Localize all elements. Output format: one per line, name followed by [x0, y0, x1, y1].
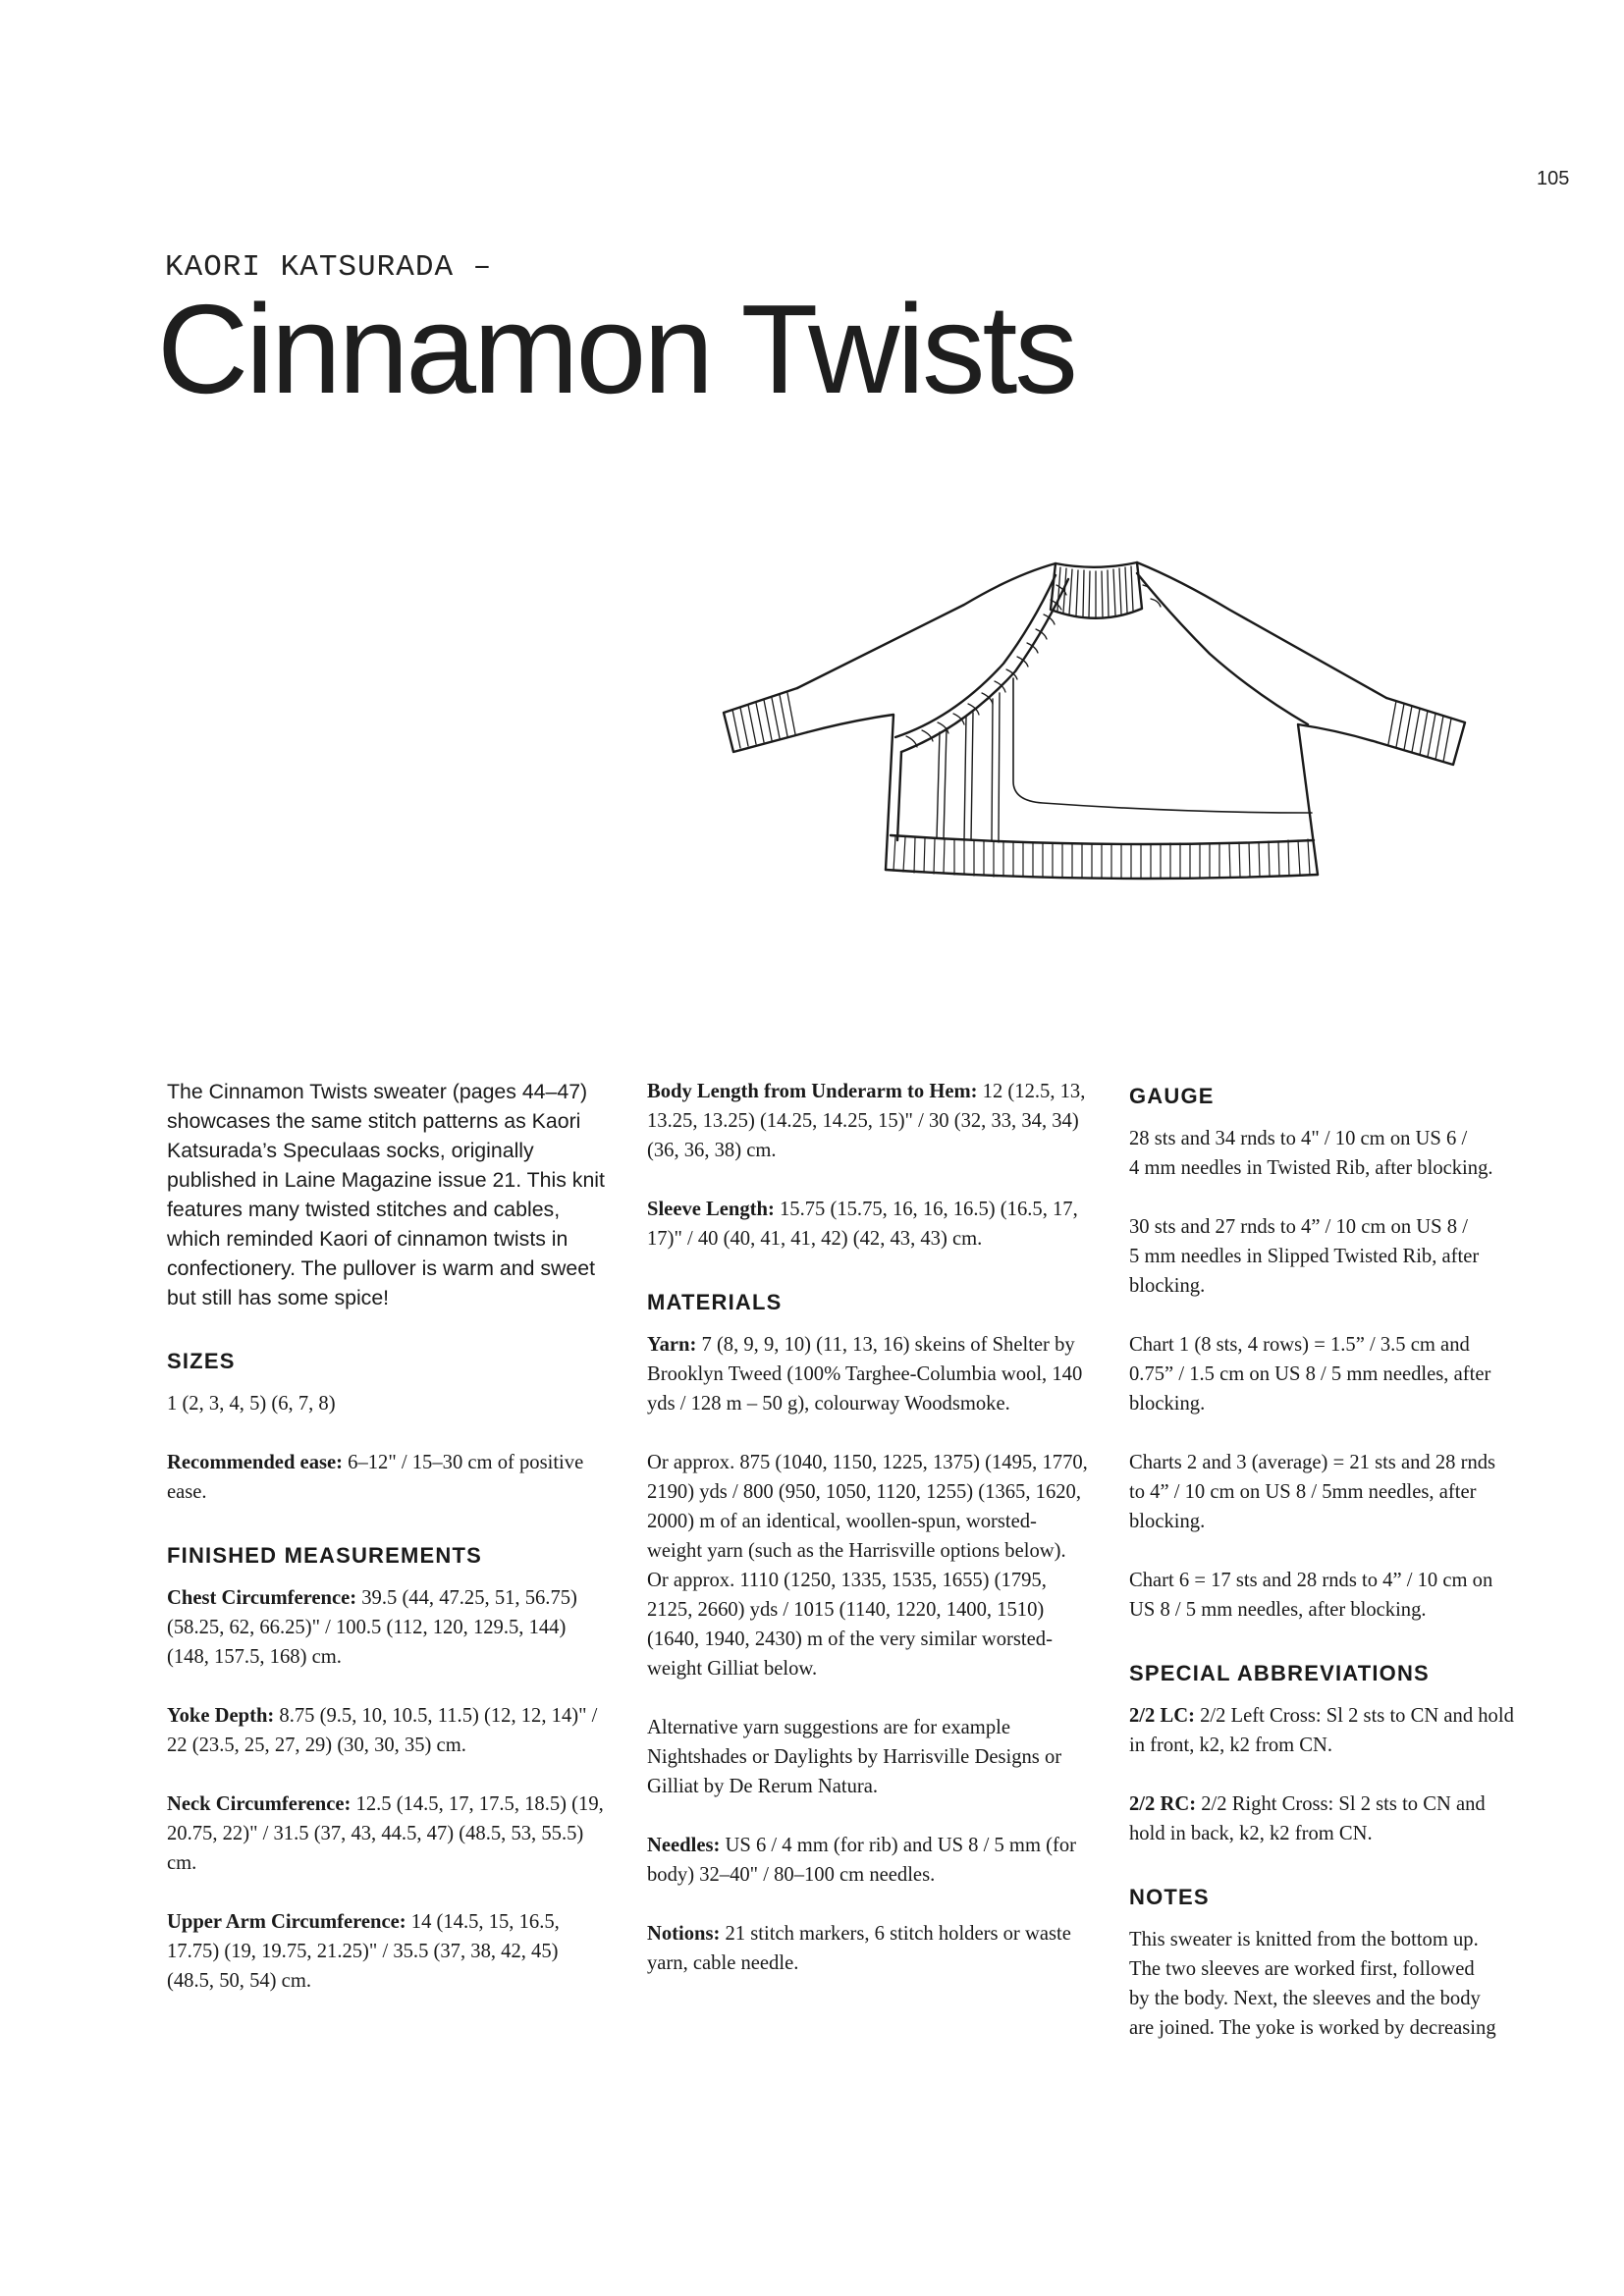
sleeve-length-label: Sleeve Length: [647, 1199, 775, 1220]
arm-label: Upper Arm Circumference: [167, 1911, 406, 1933]
notes-line: The two sleeves are worked first, followed [1129, 1958, 1475, 1980]
ease-text: 6–12" / 15–30 cm of positive ease. [167, 1452, 584, 1503]
abbr-line [1129, 1789, 1581, 1819]
notes-line: are joined. The yoke is worked by decreasing [1129, 2017, 1496, 2039]
gauge-line: 0.75” / 1.5 cm on US 8 / 5 mm needles, after [1129, 1363, 1491, 1385]
ease-label: Recommended ease: [167, 1452, 343, 1473]
author-name: KAORI KATSURADA – [165, 250, 493, 285]
yoke-paragraph [167, 1701, 609, 1760]
abbr-line: hold in back, k2, k2 from CN. [1129, 1823, 1373, 1844]
sizes-heading: SIZES [167, 1349, 236, 1373]
gauge-line: 5 mm needles in Slipped Twisted Rib, after [1129, 1246, 1480, 1267]
yoke-text: 8.75 (9.5, 10, 10.5, 11.5) (12, 12, 14)" / 22 (23.5, 25, 27, 29) (30, 30, 35) cm. [167, 1705, 598, 1756]
column-left [167, 1077, 609, 1996]
gauge-line: US 8 / 5 mm needles, after blocking. [1129, 1599, 1427, 1621]
chest-label: Chest Circumference: [167, 1587, 357, 1609]
gauge-line: 28 sts and 34 rnds to 4" / 10 cm on US 6 / [1129, 1128, 1468, 1149]
lc-text: 2/2 Left Cross: Sl 2 sts to CN and hold [1194, 1705, 1514, 1727]
yarn-label: Yarn: [647, 1334, 697, 1356]
page-number: 105 [1537, 168, 1570, 189]
gauge-line: 30 sts and 27 rnds to 4” / 10 cm on US 8 / [1129, 1216, 1468, 1238]
gauge-line: Chart 6 = 17 sts and 28 rnds to 4” / 10 cm on [1129, 1570, 1493, 1591]
gauge-chart-1 [1129, 1330, 1581, 1418]
notes-line: by the body. Next, the sleeves and the body [1129, 1988, 1481, 2009]
intro-paragraph: The Cinnamon Twists sweater (pages 44–47) showcases the same stitch patterns as Kaori Katsurada’s Speculaas socks, originally published in Laine Magazine issue 21. This knit features many twisted stitches and cables, which reminded Kaori of cinnamon twists in confectionery. The pullover is warm and sweet but still has some spice! [167, 1080, 605, 1309]
body-length-text: 12 (12.5, 13, 13.25, 13.25) (14.25, 14.25, 15)" / 30 (32, 33, 34, 34) (36, 36, 38) cm. [647, 1081, 1086, 1161]
body-length-label: Body Length from Underarm to Hem: [647, 1081, 978, 1102]
notes-heading: NOTES [1129, 1885, 1210, 1909]
notions-text: 21 stitch markers, 6 stitch holders or waste yarn, cable needle. [647, 1923, 1071, 1974]
finished-measurements-heading: FINISHED MEASUREMENTS [167, 1543, 482, 1568]
body-length-paragraph [647, 1077, 1089, 1165]
alternative-yarn-paragraph: Alternative yarn suggestions are for example Nightshades or Daylights by Harrisville Designs or Gilliat by De Rerum Natura. [647, 1717, 1062, 1797]
gauge-line: Charts 2 and 3 (average) = 21 sts and 28 rnds [1129, 1452, 1496, 1473]
gauge-charts-2-3 [1129, 1448, 1581, 1536]
yarn-paragraph [647, 1330, 1089, 1418]
gauge-slipped-rib [1129, 1212, 1581, 1301]
neck-label: Neck Circumference: [167, 1793, 352, 1815]
neck-paragraph [167, 1789, 609, 1878]
gauge-line: 4 mm needles in Twisted Rib, after blocking. [1129, 1157, 1493, 1179]
column-right [1129, 1077, 1581, 2043]
sleeve-length-text: 15.75 (15.75, 16, 16, 16.5) (16.5, 17, 17)" / 40 (40, 41, 41, 42) (42, 43, 43) cm. [647, 1199, 1078, 1250]
arm-paragraph [167, 1907, 609, 1996]
special-abbreviations-heading: SPECIAL ABBREVIATIONS [1129, 1661, 1430, 1685]
lc-label: 2/2 LC: [1129, 1705, 1195, 1727]
gauge-line: to 4” / 10 cm on US 8 / 5mm needles, after [1129, 1481, 1477, 1503]
abbr-left-cross [1129, 1701, 1581, 1760]
gauge-heading: GAUGE [1129, 1084, 1215, 1108]
gauge-line: blocking. [1129, 1275, 1206, 1297]
rc-label: 2/2 RC: [1129, 1793, 1197, 1815]
abbr-line [1129, 1701, 1581, 1731]
column-middle [647, 1077, 1089, 1978]
sweater-line-drawing-icon [719, 556, 1504, 929]
gauge-line: blocking. [1129, 1511, 1206, 1532]
chest-paragraph [167, 1583, 609, 1672]
sizes-text: 1 (2, 3, 4, 5) (6, 7, 8) [167, 1393, 336, 1415]
notes-line: This sweater is knitted from the bottom up. [1129, 1929, 1479, 1950]
gauge-twisted-rib [1129, 1124, 1581, 1183]
notes-paragraph [1129, 1925, 1581, 2043]
abbr-line: in front, k2, k2 from CN. [1129, 1735, 1333, 1756]
gauge-line: blocking. [1129, 1393, 1206, 1415]
needles-text: US 6 / 4 mm (for rib) and US 8 / 5 mm (for body) 32–40" / 80–100 cm needles. [647, 1835, 1076, 1886]
yoke-label: Yoke Depth: [167, 1705, 275, 1727]
approx-paragraph-2: Or approx. 1110 (1250, 1335, 1535, 1655) (1795, 2125, 2660) yds / 1015 (1140, 1220, 1400, 1510) (1640, 1940, 2430) m of the very similar worsted-weight Gilliat below. [647, 1570, 1053, 1680]
chest-text: 39.5 (44, 47.25, 51, 56.75) (58.25, 62, 66.25)" / 100.5 (112, 120, 129.5, 144) (148, 157.5, 168) cm. [167, 1587, 577, 1668]
sleeve-length-paragraph [647, 1195, 1089, 1254]
abbr-right-cross [1129, 1789, 1581, 1848]
gauge-line: Chart 1 (8 sts, 4 rows) = 1.5” / 3.5 cm and [1129, 1334, 1470, 1356]
page-title: Cinnamon Twists [157, 279, 1075, 420]
yarn-text: 7 (8, 9, 9, 10) (11, 13, 16) skeins of Shelter by Brooklyn Tweed (100% Targhee-Columbia wool, 140 yds / 128 m – 50 g), colourway Woodsmoke. [647, 1334, 1083, 1415]
neck-text: 12.5 (14.5, 17, 17.5, 18.5) (19, 20.75, 22)" / 31.5 (37, 43, 44.5, 47) (48.5, 53, 55.5) cm. [167, 1793, 604, 1874]
needles-paragraph [647, 1831, 1089, 1890]
ease-paragraph [167, 1448, 609, 1507]
arm-text: 14 (14.5, 15, 16.5, 17.75) (19, 19.75, 21.25)" / 35.5 (37, 38, 42, 45) (48.5, 50, 54) cm. [167, 1911, 560, 1992]
gauge-chart-6 [1129, 1566, 1581, 1625]
approx-paragraph-1: Or approx. 875 (1040, 1150, 1225, 1375) (1495, 1770, 2190) yds / 800 (950, 1050, 1120, 1255) (1365, 1620, 2000) m of an identical, woollen-spun, worsted-weight yarn (such as the Harrisville options below). [647, 1452, 1088, 1562]
notions-paragraph [647, 1919, 1089, 1978]
notions-label: Notions: [647, 1923, 721, 1945]
materials-heading: MATERIALS [647, 1290, 783, 1314]
rc-text: 2/2 Right Cross: Sl 2 sts to CN and [1196, 1793, 1486, 1815]
needles-label: Needles: [647, 1835, 721, 1856]
